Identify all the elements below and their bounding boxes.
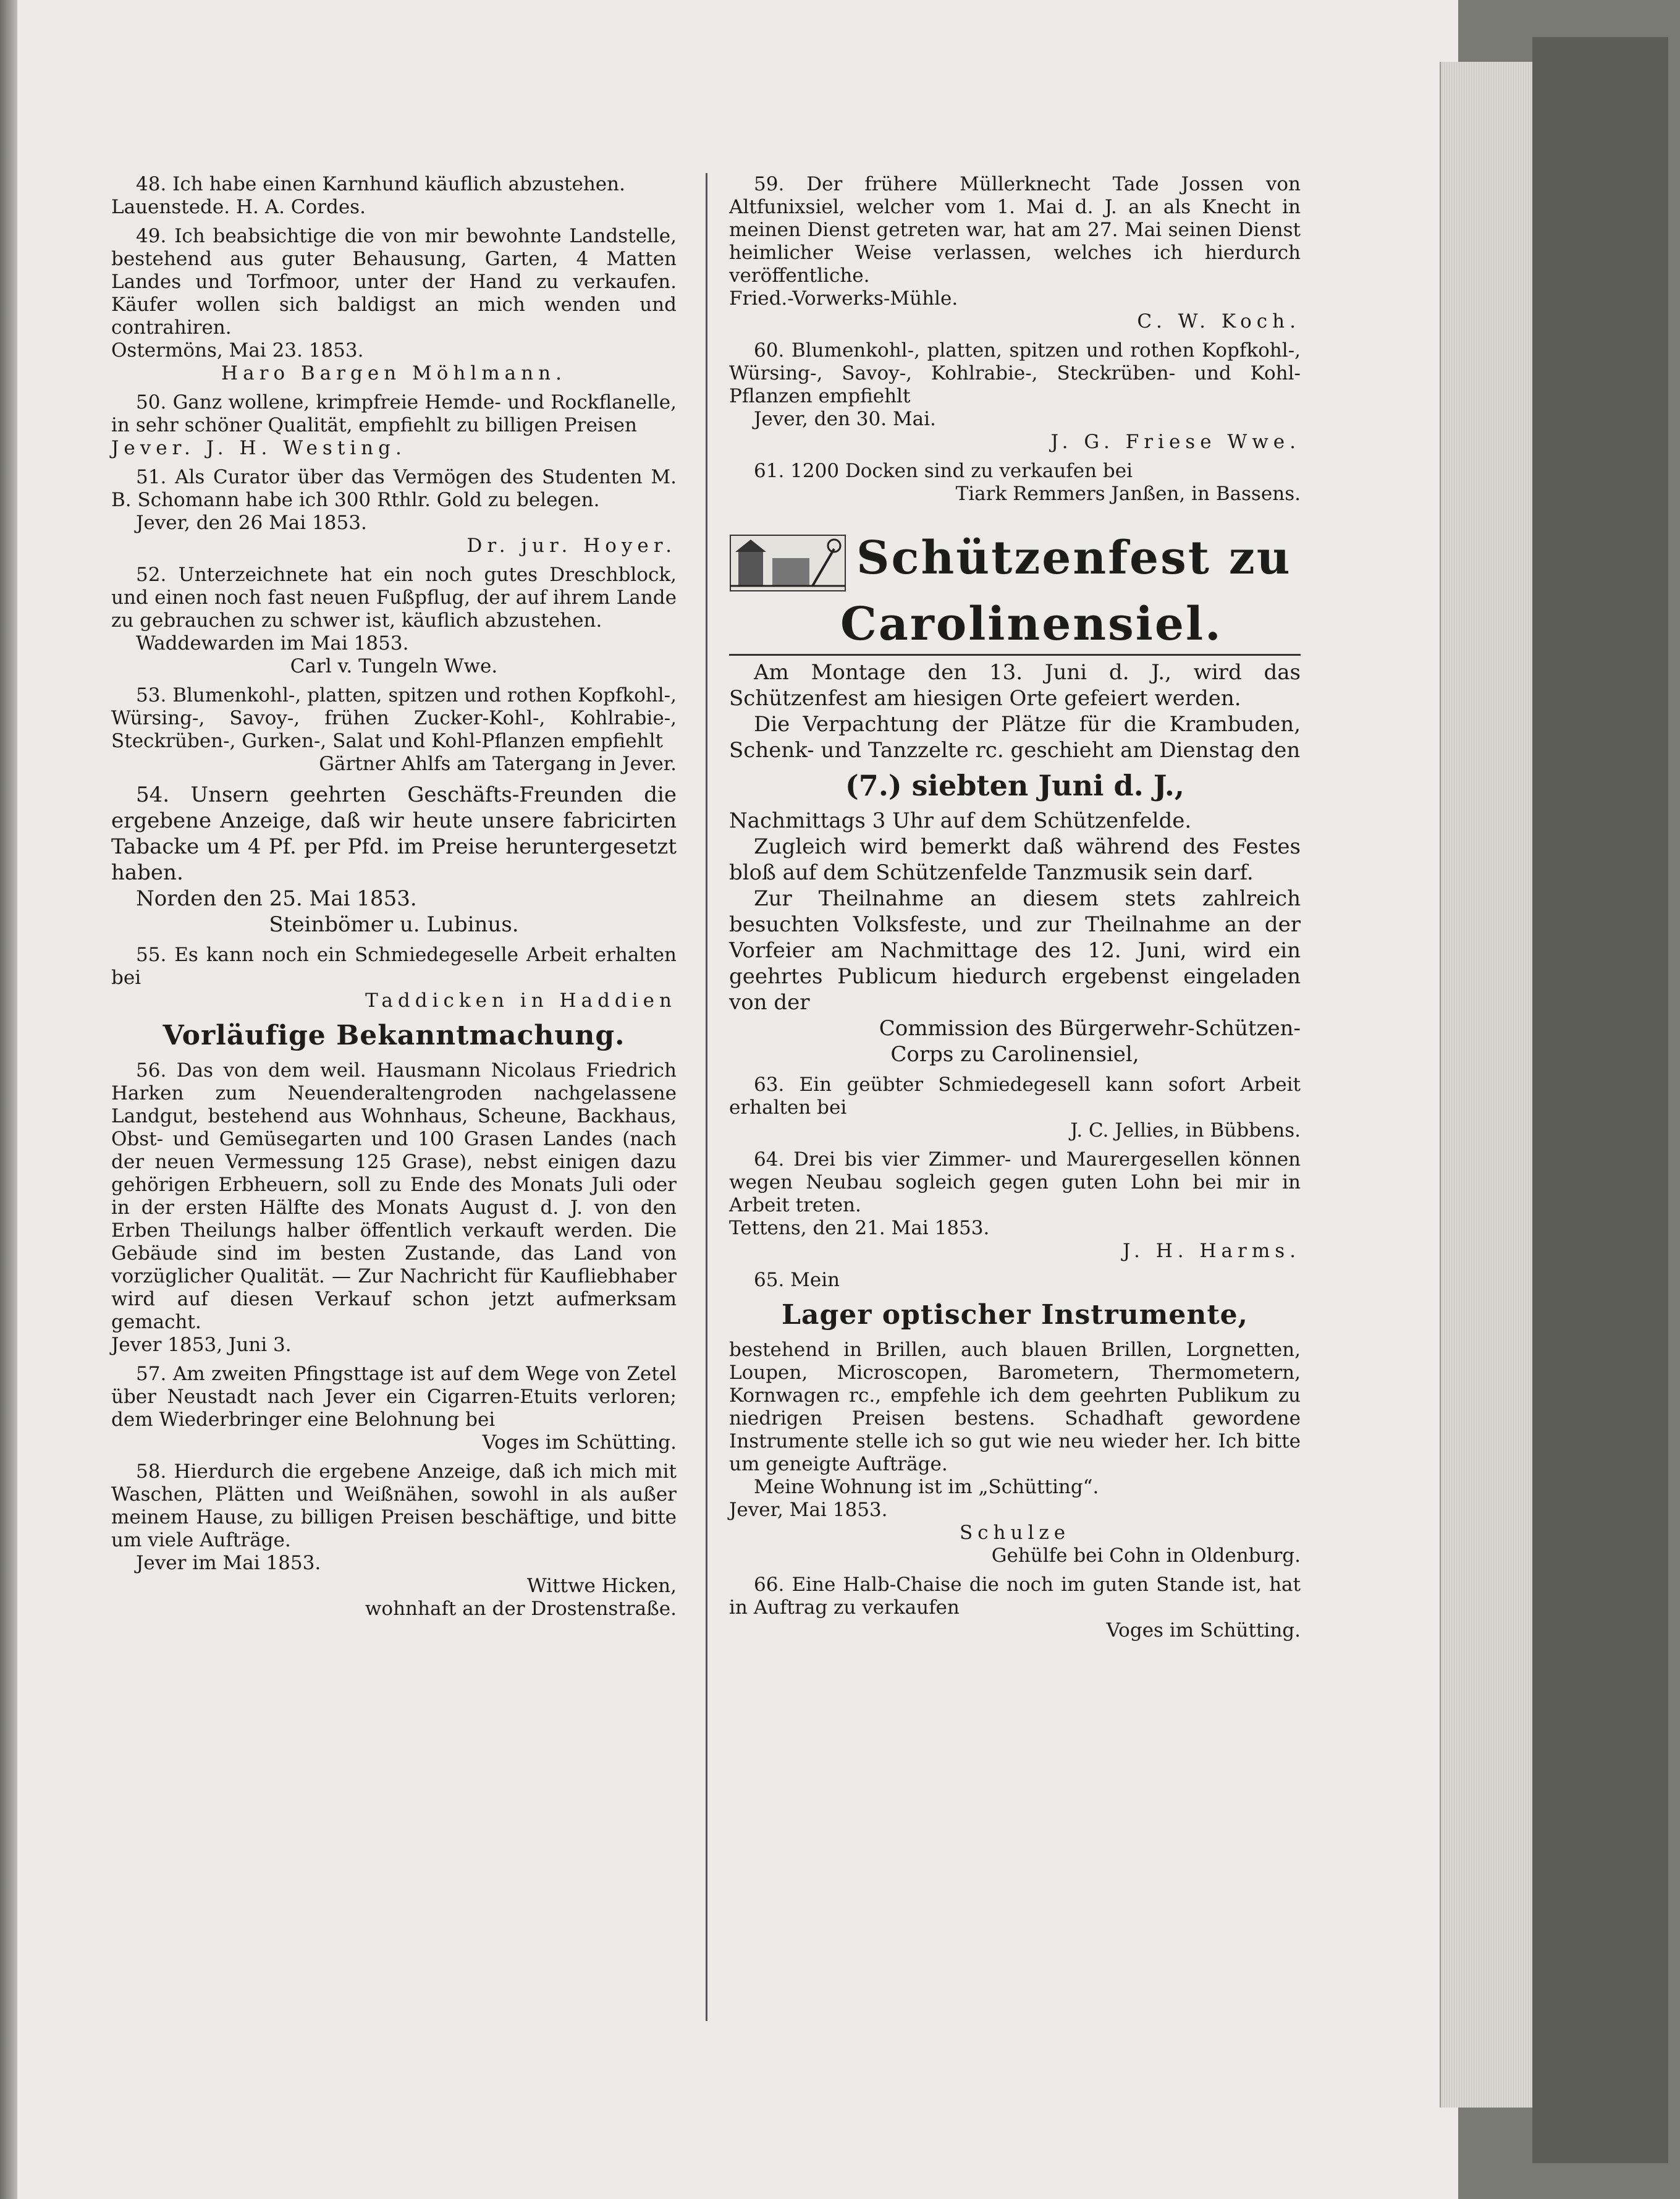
schuetzenfest-title-line1: Schützenfest zu (856, 532, 1292, 585)
column-divider (706, 173, 707, 2021)
ad-text: 64. Drei bis vier Zimmer- und Maurergesellen können wegen Neubau sogleich gegen guten Lohn bei mir in Arbeit treten. (729, 1148, 1301, 1216)
ad-signature: Lauenstede. H. A. Cordes. (111, 196, 366, 218)
ad-text: 52. Unterzeichnete hat ein noch gutes Dreschblock, und einen noch fast neuen Fußpflug, der auf ihrem Lande zu gebrauchen zu schwer ist, käuflich abzustehen. (111, 564, 677, 632)
ad-signature: Jever. J. H. Westing. (111, 437, 407, 459)
ad-paragraph: Zugleich wird bemerkt daß während des Festes bloß auf dem Schützenfelde Tanzmusik sein darf. (729, 834, 1301, 885)
ad-text: 59. Der frühere Müllerknecht Tade Jossen von Altfunixsiel, welcher vom 1. Mai d. J. an als Knecht in meinen Dienst getreten war, hat am 27. Mai seinen Dienst heimlicher Weise verlassen, welches ich hierdurch veröffentliche. (729, 173, 1301, 287)
ad-text: 66. Eine Halb-Chaise die noch im guten Stande ist, hat in Auftrag zu verkaufen (729, 1574, 1301, 1619)
ad-paragraph: Die Verpachtung der Plätze für die Krambuden, Schenk- und Tanzzelte rc. geschieht am Dienstag den (729, 712, 1301, 763)
ad-signature: Schulze (959, 1522, 1071, 1544)
ad-paragraph: Nachmittags 3 Uhr auf dem Schützenfelde. (729, 808, 1192, 833)
ad-place-date: Jever 1853, Juni 3. (111, 1334, 292, 1356)
ad-signature-address: wohnhaft an der Drostenstraße. (365, 1598, 677, 1620)
ad-57 (111, 1363, 677, 1454)
ad-signature: Wittwe Hicken, (526, 1575, 677, 1597)
ad-place-date: Jever im Mai 1853. (136, 1552, 321, 1574)
ad-place-date: Jever, den 26 Mai 1853. (136, 512, 367, 534)
ad-text: 61. 1200 Docken sind zu verkaufen bei (754, 460, 1133, 482)
ad-place-date: Waddewarden im Mai 1853. (136, 632, 409, 655)
ad-signature: J. H. Harms. (1123, 1240, 1301, 1262)
ad-53 (111, 684, 677, 776)
ad-text: 51. Als Curator über das Vermögen des Studenten M. B. Schomann habe ich 300 Rthlr. Gold zu belegen. (111, 466, 677, 511)
ad-64 (729, 1148, 1301, 1263)
ad-52 (111, 564, 677, 678)
ad-signature: Haro Bargen Möhlmann. (221, 362, 567, 384)
ad-paragraph: Meine Wohnung ist im „Schütting“. (754, 1476, 1099, 1498)
ad-intro: 65. Mein (754, 1269, 840, 1291)
marksman-woodcut-icon (729, 524, 846, 592)
ad-54 (111, 782, 677, 938)
ad-58 (111, 1460, 677, 1621)
ad-signature: Carl v. Tungeln Wwe. (290, 655, 498, 677)
left-column (111, 173, 677, 1621)
ad-paragraph: Zur Theilnahme an diesem stets zahlreich besuchten Volksfeste, und zur Theilnahme an der Vorfeier am Nachmittage des 12. Juni, wird ein geehrtes Publicum hiedurch ergebenst eingeladen von der (729, 886, 1301, 1015)
ad-55 (111, 944, 677, 1012)
ad-signature: J. G. Friese Wwe. (1050, 431, 1301, 453)
ad-text: 48. Ich habe einen Karnhund käuflich abzustehen. (136, 173, 625, 195)
ad-place-date: Fried.-Vorwerks-Mühle. (729, 287, 958, 310)
ad-56 (111, 1059, 677, 1357)
ad-place-date: Ostermöns, Mai 23. 1853. (111, 339, 364, 362)
ad-signature: Taddicken in Haddien (365, 989, 677, 1012)
ad-place-date: Jever, Mai 1853. (729, 1499, 888, 1521)
ad-signature: Dr. jur. Hoyer. (466, 535, 677, 557)
ad-text: bestehend in Brillen, auch blauen Brillen, Lorgnetten, Loupen, Microscopen, Barometern, Thermometern, Kornwagen rc., empfehle ich dem geehrten Publikum zu niedrigen Preisen bestens. Schadhaft gewordene Instrumente stelle ich so gut wie neu wieder her. Ich bitte um geneigte Aufträge. (729, 1339, 1301, 1475)
ad-signature: Steinbömer u. Lubinus. (269, 912, 519, 937)
page-stack-edge (1440, 62, 1534, 2108)
ad-place-date: Norden den 25. Mai 1853. (136, 886, 417, 911)
ad-text: 54. Unsern geehrten Geschäfts-Freunden die ergebene Anzeige, daß wir heute unsere fabricirten Tabacke um 4 Pf. per Pfd. im Preise heruntergesetzt haben. (111, 782, 677, 885)
ad-63 (729, 1074, 1301, 1142)
ad-60 (729, 339, 1301, 454)
ad-50 (111, 391, 677, 460)
ad-place-date: Jever, den 30. Mai. (754, 408, 936, 430)
ad-49 (111, 225, 677, 385)
optical-instruments-heading: Lager optischer Instrumente, (782, 1299, 1248, 1331)
ad-65 (729, 1269, 1301, 1567)
ad-text: 63. Ein geübter Schmiedegesell kann sofort Arbeit erhalten bei (729, 1074, 1301, 1119)
ad-text: 53. Blumenkohl-, platten, spitzen und rothen Kopfkohl-, Würsing-, Savoy-, frühen Zucker-Kohl-, Kohlrabie-, Steckrüben-, Gurken-, Salat und Kohl-Pflanzen empfiehlt (111, 684, 677, 752)
ad-56-heading: Vorläufige Bekanntmachung. (163, 1020, 625, 1051)
ad-signature: Tiark Remmers Janßen, in Bassens. (955, 483, 1301, 505)
ad-62 (729, 659, 1301, 1067)
ad-text: 49. Ich beabsichtige die von mir bewohnte Landstelle, bestehend aus guter Behausung, Garten, 4 Matten Landes und Torfmoor, unter der Hand zu verkaufen. Käufer wollen sich baldigst an mich wenden und contrahiren. (111, 225, 677, 339)
ad-signature: Voges im Schütting. (482, 1431, 677, 1454)
ad-text: 56. Das von dem weil. Hausmann Nicolaus Friedrich Harken zum Neuenderaltengroden nachgelassene Landgut, bestehend aus Wohnhaus, Scheune, Backhaus, Obst- und Gemüsegarten und 100 Grasen Landes (nach der neuen Vermessung 125 Grase), nebst einigen dazu gehörigen Erbheuern, soll zu Ende des Monats Juli oder in der ersten Hälfte des Monats August d. J. von den Erben Theilungs halber öffentlich verkauft werden. Die Gebäude sind im besten Zustande, das Land von vorzüglicher Qualität. — Zur Nachricht für Kaufliebhaber wird auf diesen Verkauf schon jetzt aufmerksam gemacht. (111, 1059, 677, 1333)
ad-text: 55. Es kann noch ein Schmiedegeselle Arbeit erhalten bei (111, 944, 677, 989)
ad-signature-line2: Gehülfe bei Cohn in Oldenburg. (991, 1544, 1301, 1567)
book-cover-edge (1532, 37, 1668, 2163)
right-column (729, 173, 1301, 1642)
ad-61 (729, 460, 1301, 506)
ad-signature: Gärtner Ahlfs am Tatergang in Jever. (319, 753, 677, 775)
title-underline (729, 654, 1301, 656)
schuetzenfest-title (729, 524, 1301, 592)
ad-59 (729, 173, 1301, 333)
book-gutter (0, 0, 17, 2199)
ad-text: 57. Am zweiten Pfingsttage ist auf dem Wege von Zetel über Neustadt nach Jever ein Cigarren-Etuits verloren; dem Wiederbringer eine Belohnung bei (111, 1363, 677, 1431)
ad-signature: C. W. Koch. (1137, 310, 1301, 333)
ad-signature: J. C. Jellies, in Bübbens. (1070, 1119, 1301, 1142)
ad-signature: Voges im Schütting. (1106, 1619, 1301, 1642)
ad-place-date: Tettens, den 21. Mai 1853. (729, 1217, 990, 1239)
ad-text: 58. Hierdurch die ergebene Anzeige, daß ich mich mit Waschen, Plätten und Weißnähen, sowohl in als außer meinem Hause, zu billigen Preisen beschäftige, und bitte um viele Aufträge. (111, 1460, 677, 1551)
ad-48 (111, 173, 677, 219)
ad-signature: Commission des Bürgerwehr-Schützen- (879, 1016, 1301, 1041)
ad-66 (729, 1574, 1301, 1642)
ad-paragraph: Am Montage den 13. Juni d. J., wird das Schützenfest am hiesigen Orte gefeiert werden. (729, 660, 1301, 711)
schuetzenfest-title-line2: Carolinensiel. (840, 598, 1223, 651)
ad-51 (111, 466, 677, 557)
ad-text: 60. Blumenkohl-, platten, spitzen und rothen Kopfkohl-, Würsing-, Savoy-, Kohlrabie-, Steckrüben- und Kohl-Pflanzen empfiehlt (729, 339, 1301, 407)
ad-text: 50. Ganz wollene, krimpfreie Hemde- und Rockflanelle, in sehr schöner Qualität, empfiehlt zu billigen Preisen (111, 391, 677, 436)
lease-date-headline: (7.) siebten Juni d. J., (845, 769, 1184, 802)
ad-signature-line2: Corps zu Carolinensiel, (890, 1042, 1139, 1067)
